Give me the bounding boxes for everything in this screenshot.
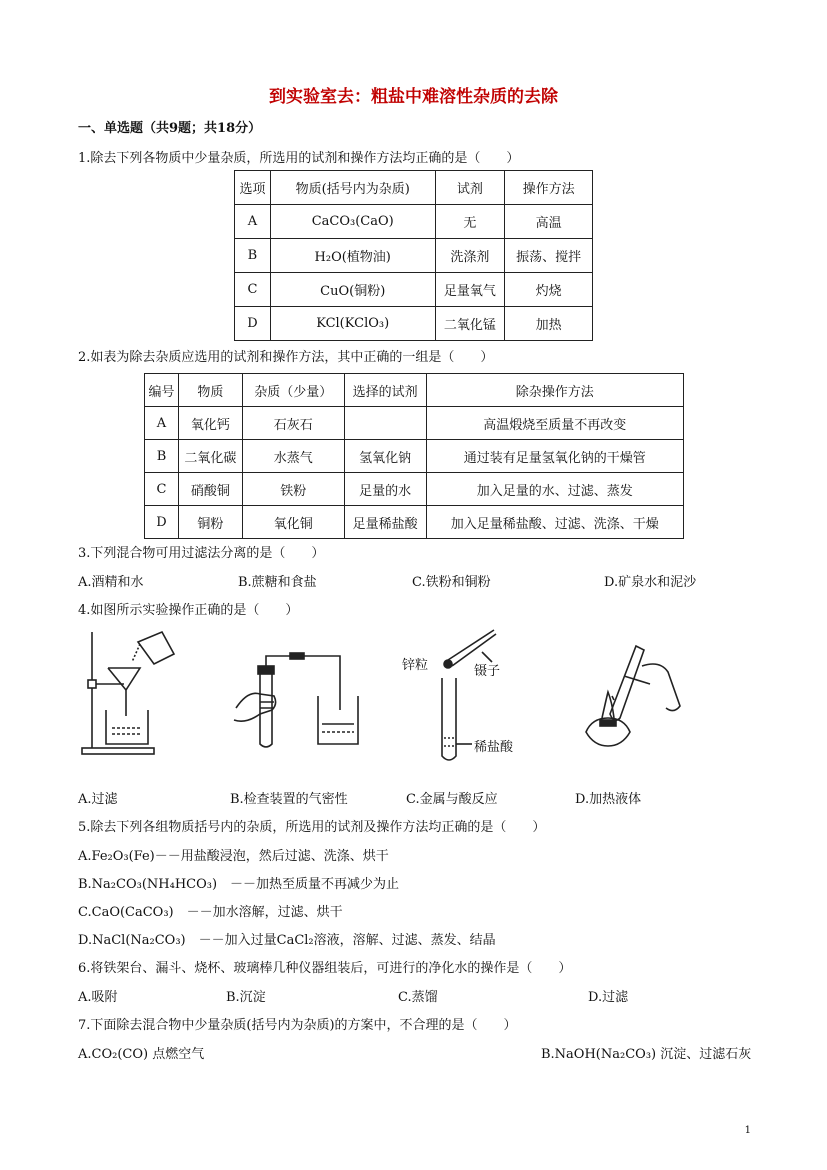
q2-cell: 二氧化碳 bbox=[178, 440, 242, 473]
q1-cell: 无 bbox=[435, 205, 505, 239]
q7-option-a: A.CO₂(CO) 点燃空气 bbox=[78, 1047, 205, 1062]
q4-stem: 4.如图所示实验操作正确的是（ ） bbox=[78, 603, 299, 618]
section-heading: 一、单选题（共9题；共18分） bbox=[78, 121, 262, 136]
q2-cell: 通过装有足量氢氧化钠的干燥管 bbox=[426, 440, 684, 473]
q2-cell: 氢氧化钠 bbox=[344, 440, 426, 473]
q5-option-a: A.Fe₂O₃(Fe)－－用盐酸浸泡，然后过滤、洗涤、烘干 bbox=[78, 849, 389, 864]
q2-cell: 氧化铜 bbox=[242, 506, 344, 539]
q5-option-c: C.CaO(CaCO₃) －－加水溶解，过滤、烘干 bbox=[78, 905, 343, 920]
q2-header-cell: 除杂操作方法 bbox=[426, 374, 684, 407]
q6-option-a: A.吸附 bbox=[78, 990, 118, 1005]
table-row bbox=[145, 506, 684, 539]
q1-cell: 振荡、搅拌 bbox=[505, 239, 593, 273]
q1-cell: B bbox=[235, 239, 271, 273]
q2-header-cell: 选择的试剂 bbox=[344, 374, 426, 407]
q1-cell: 二氧化锰 bbox=[435, 307, 505, 341]
airtightness-check-figure bbox=[230, 650, 380, 750]
q1-cell: A bbox=[235, 205, 271, 239]
q1-cell: 足量氧气 bbox=[435, 273, 505, 307]
q1-header-cell: 试剂 bbox=[435, 171, 505, 205]
q2-cell: 硝酸铜 bbox=[178, 473, 242, 506]
table-row bbox=[145, 407, 684, 440]
q5-stem: 5.除去下列各组物质括号内的杂质，所选用的试剂及操作方法均正确的是（ ） bbox=[78, 820, 546, 835]
q2-cell: 足量的水 bbox=[344, 473, 426, 506]
table-row bbox=[235, 307, 593, 341]
q1-cell: CaCO₃(CaO) bbox=[270, 205, 435, 239]
q1-table bbox=[234, 170, 593, 341]
heating-liquid-figure bbox=[572, 636, 692, 756]
q2-table bbox=[144, 373, 684, 539]
q4-option-b: B.检查装置的气密性 bbox=[230, 792, 348, 807]
q6-stem: 6.将铁架台、漏斗、烧杯、玻璃棒几种仪器组装后，可进行的净化水的操作是（ ） bbox=[78, 961, 572, 976]
q2-cell: A bbox=[145, 407, 179, 440]
q2-cell: 足量稀盐酸 bbox=[344, 506, 426, 539]
q3-option-d: D.矿泉水和泥沙 bbox=[604, 575, 697, 590]
q2-cell: 石灰石 bbox=[242, 407, 344, 440]
q4-option-c: C.金属与酸反应 bbox=[406, 792, 498, 807]
q1-header-cell: 选项 bbox=[235, 171, 271, 205]
q2-stem: 2.如表为除去杂质应选用的试剂和操作方法，其中正确的一组是（ ） bbox=[78, 350, 494, 365]
page-number: 1 bbox=[744, 1125, 751, 1136]
q7-stem: 7.下面除去混合物中少量杂质(括号内为杂质)的方案中，不合理的是（ ） bbox=[78, 1018, 517, 1033]
dilute-acid-label: 稀盐酸 bbox=[474, 740, 514, 755]
q2-header-cell: 物质 bbox=[178, 374, 242, 407]
q1-cell: C bbox=[235, 273, 271, 307]
q2-cell bbox=[344, 407, 426, 440]
table-row bbox=[145, 473, 684, 506]
q2-cell: C bbox=[145, 473, 179, 506]
q6-option-d: D.过滤 bbox=[588, 990, 629, 1005]
q2-header-cell: 编号 bbox=[145, 374, 179, 407]
q5-option-b: B.Na₂CO₃(NH₄HCO₃) －－加热至质量不再减少为止 bbox=[78, 877, 400, 892]
q3-option-b: B.蔗糖和食盐 bbox=[238, 575, 317, 590]
q1-cell: 加热 bbox=[505, 307, 593, 341]
q2-cell: 氧化钙 bbox=[178, 407, 242, 440]
q7-option-b: B.NaOH(Na₂CO₃) 沉淀、过滤石灰 bbox=[541, 1047, 752, 1062]
q1-cell: KCl(KClO₃) bbox=[270, 307, 435, 341]
q2-cell: 水蒸气 bbox=[242, 440, 344, 473]
q1-cell: 灼烧 bbox=[505, 273, 593, 307]
q1-header-cell: 物质(括号内为杂质) bbox=[270, 171, 435, 205]
q4-option-d: D.加热液体 bbox=[575, 792, 642, 807]
q3-option-c: C.铁粉和铜粉 bbox=[412, 575, 491, 590]
q2-cell: 加入足量稀盐酸、过滤、洗涤、干燥 bbox=[426, 506, 684, 539]
q2-cell: B bbox=[145, 440, 179, 473]
q1-cell: D bbox=[235, 307, 271, 341]
q6-option-c: C.蒸馏 bbox=[398, 990, 438, 1005]
table-row bbox=[235, 273, 593, 307]
tweezers-label: 镊子 bbox=[474, 664, 501, 679]
q4-option-a: A.过滤 bbox=[78, 792, 118, 807]
q2-cell: 铁粉 bbox=[242, 473, 344, 506]
q1-cell: CuO(铜粉) bbox=[270, 273, 435, 307]
table-row bbox=[145, 440, 684, 473]
q2-cell: D bbox=[145, 506, 179, 539]
q1-stem: 1.除去下列各物质中少量杂质，所选用的试剂和操作方法均正确的是（ ） bbox=[78, 151, 520, 166]
q2-cell: 铜粉 bbox=[178, 506, 242, 539]
q2-cell: 加入足量的水、过滤、蒸发 bbox=[426, 473, 684, 506]
q1-cell: 洗涤剂 bbox=[435, 239, 505, 273]
filtration-apparatus-figure bbox=[78, 628, 188, 758]
q2-header-cell: 杂质（少量） bbox=[242, 374, 344, 407]
q1-header-cell: 操作方法 bbox=[505, 171, 593, 205]
table-row bbox=[235, 239, 593, 273]
q5-option-d: D.NaCl(Na₂CO₃) －－加入过量CaCl₂溶液，溶解、过滤、蒸发、结晶 bbox=[78, 933, 496, 948]
zinc-granule-label: 锌粒 bbox=[402, 658, 429, 673]
q2-cell: 高温煅烧至质量不再改变 bbox=[426, 407, 684, 440]
q3-option-a: A.酒精和水 bbox=[78, 575, 144, 590]
page-title: 到实验室去：粗盐中难溶性杂质的去除 bbox=[269, 87, 558, 107]
table-row bbox=[235, 205, 593, 239]
q6-option-b: B.沉淀 bbox=[226, 990, 266, 1005]
q1-cell: 高温 bbox=[505, 205, 593, 239]
q1-cell: H₂O(植物油) bbox=[270, 239, 435, 273]
q3-stem: 3.下列混合物可用过滤法分离的是（ ） bbox=[78, 546, 325, 561]
